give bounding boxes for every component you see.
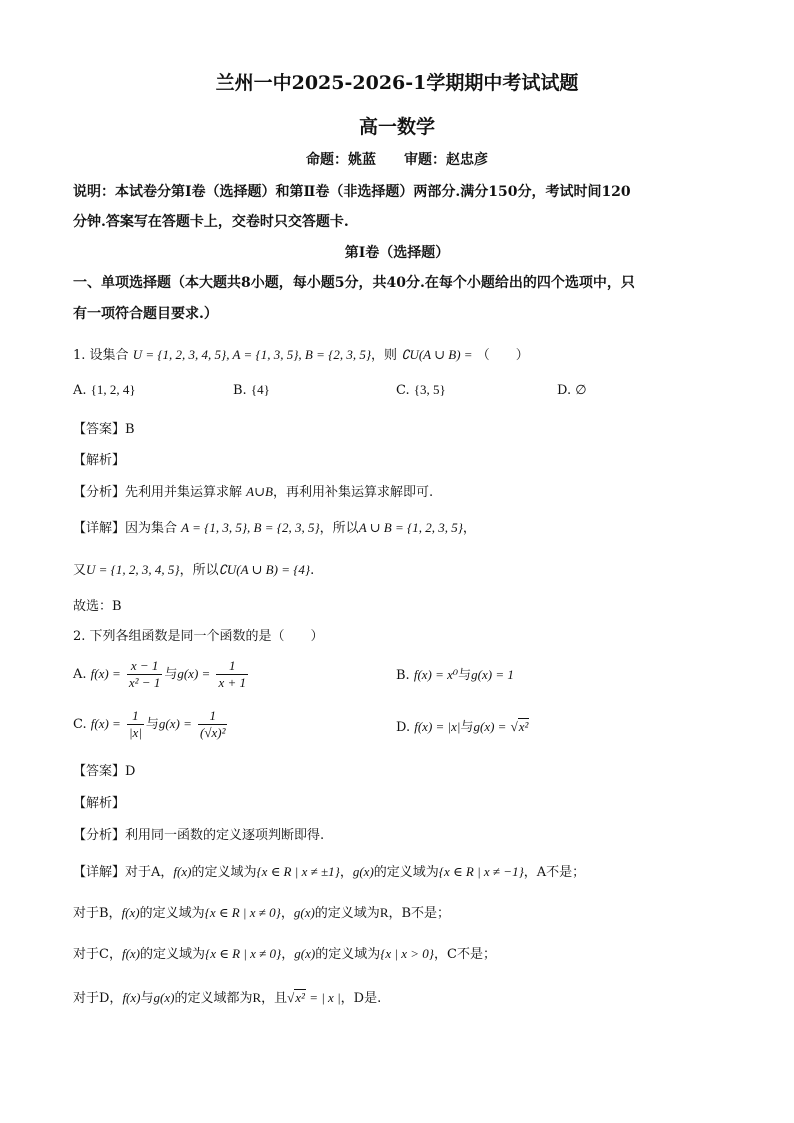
q2-line-b-text-3: ， <box>280 906 294 921</box>
intro-line-1: 说明：本试卷分第Ⅰ卷（选择题）和第Ⅱ卷（非选择题）两部分.满分150分，考试时间120 <box>73 184 631 200</box>
q1-choose: 故选：B <box>73 599 122 614</box>
section-title: 第Ⅰ卷（选择题） <box>344 245 450 261</box>
q2-option-b-g: g(x) = 1 <box>471 667 514 682</box>
q1-set-b: , B = {2, 3, 5} <box>298 347 372 362</box>
q2-line-a-domain-1: {x ∈ R | x ≠ ±1} <box>256 864 340 879</box>
q1-option-d-value: ∅ <box>575 382 587 397</box>
q2-option-d-label: D. <box>396 720 411 735</box>
exam-title: 兰州一中2025-2026-1学期期中考试试题 <box>215 72 579 94</box>
q2-line-b-text-2: 的定义域为 <box>139 906 205 921</box>
q1-option-d <box>557 382 587 398</box>
q2-line-b-g: g(x) <box>293 905 315 920</box>
q2-line-d-sqrt: √x² <box>287 990 305 1005</box>
q1-detail-text-c: ， <box>462 521 476 536</box>
q2-option-a-den-1: x² − 1 <box>128 675 161 690</box>
q2-line-d-sqrt-arg: x² <box>295 990 305 1005</box>
q2-line-a-f: f(x) <box>173 864 192 879</box>
q2-option-b-with: 与 <box>458 668 472 683</box>
q2-line-c-text-1: 对于C， <box>73 947 122 962</box>
q2-option-c-den-2: (√x)² <box>200 725 226 740</box>
q1-detail2-expr-2: ∁U(A ∪ B) = {4} <box>218 562 311 577</box>
q1-answer <box>73 420 135 440</box>
q1-then: ，则 <box>371 348 398 363</box>
q1-detail-text-a: 因为集合 <box>125 521 178 536</box>
q1-option-c-label: C. <box>396 383 410 398</box>
q2-line-a-domain-2: {x ∈ R | x ≠ −1} <box>438 864 524 879</box>
q2-line-b-text-4: 的定义域为 <box>314 906 380 921</box>
q2-answer <box>73 762 135 782</box>
q2-line-c-text-4: 的定义域为 <box>315 947 381 962</box>
q2-line-d-text-2: 与 <box>140 991 154 1006</box>
q1-fenxi-expr: A∪B <box>246 484 273 499</box>
intro-line-2: 分钟.答案写在答题卡上，交卷时只交答题卡. <box>73 214 349 230</box>
q1-option-b-label: B. <box>233 383 247 398</box>
q2-stem: 2. 下列各组函数是同一个函数的是（ ） <box>73 629 324 644</box>
q2-line-a-text-5: ，A不是； <box>523 865 586 880</box>
q2-detail-line-a <box>73 862 585 883</box>
q2-option-c-label: C. <box>73 717 87 732</box>
q2-option-b <box>396 664 514 683</box>
q2-line-a-text-2: 的定义域为 <box>191 865 257 880</box>
q1-option-d-label: D. <box>557 383 572 398</box>
q2-option-a-with: 与 <box>164 667 178 682</box>
q2-line-d-r: R <box>252 990 262 1005</box>
q2-option-d-g: g(x) = <box>473 719 507 734</box>
q1-detail2-text-b: ，所以 <box>179 563 219 578</box>
q2-line-c-f: f(x) <box>121 946 140 961</box>
q2-line-d-f: f(x) <box>122 990 141 1005</box>
q2-analysis-label: 【解析】 <box>73 796 126 811</box>
q1-detail-line-2 <box>73 560 314 581</box>
q1-fenxi-label: 【分析】 <box>73 485 126 500</box>
q1-option-a <box>73 382 136 398</box>
q2-option-d-with: 与 <box>460 720 474 735</box>
q1-stem <box>73 345 529 366</box>
q1-option-c <box>396 382 446 398</box>
q2-fenxi <box>73 826 324 846</box>
q1-fenxi <box>73 482 433 503</box>
q2-fenxi-text: 利用同一函数的定义逐项判断即得. <box>125 828 325 843</box>
q2-line-d-text-5: ，D是. <box>340 991 382 1006</box>
q2-option-c-num-1: 1 <box>127 708 144 725</box>
q1-detail-label: 【详解】 <box>73 521 126 536</box>
q2-option-d-sqrt-arg: x² <box>518 719 529 734</box>
q2-line-d-text-3: 的定义域都为 <box>174 991 253 1006</box>
q2-line-d-text-4: ，且 <box>261 991 288 1006</box>
q2-line-c-text-3: ， <box>281 947 295 962</box>
q2-line-d-eq: = | x | <box>305 990 341 1005</box>
q1-expr: ∁U(A ∪ B) = <box>401 347 473 362</box>
q2-line-b-text-5: ，B不是； <box>388 906 451 921</box>
q2-option-a-num-2: 1 <box>216 658 248 675</box>
q2-option-d-f: f(x) = |x| <box>414 719 461 734</box>
q2-detail-line-b <box>73 903 450 924</box>
q1-blank: （ ） <box>476 348 529 363</box>
q2-detail-label: 【详解】 <box>73 865 126 880</box>
q2-detail-line-d <box>73 988 381 1009</box>
q2-option-c-f: f(x) = <box>90 716 121 731</box>
q2-option-a-f: f(x) = <box>90 666 121 681</box>
q1-fenxi-text-b: ，再利用补集运算求解即可. <box>272 485 434 500</box>
q1-set-a: , A = {1, 3, 5} <box>226 347 299 362</box>
q2-line-d-g: g(x) <box>153 990 175 1005</box>
q2-answer-value: D <box>125 764 136 779</box>
q2-option-b-label: B. <box>396 668 410 683</box>
q2-option-d <box>396 716 529 735</box>
part1-line-2: 有一项符合题目要求.） <box>73 306 218 322</box>
q2-option-a-fraction-2 <box>216 658 248 691</box>
q2-option-a-fraction-1 <box>127 658 162 691</box>
q1-option-a-value: {1, 2, 4} <box>90 382 136 397</box>
q1-detail2-text-c: . <box>310 563 315 578</box>
exam-subtitle: 高一数学 <box>358 116 435 138</box>
exam-authors: 命题：姚蓝 审题：赵忠彦 <box>306 152 488 168</box>
q1-option-c-value: {3, 5} <box>413 382 446 397</box>
q1-prefix: 1. 设集合 <box>73 348 129 363</box>
q2-detail-line-c <box>73 944 496 965</box>
q2-line-c-domain-1: {x ∈ R | x ≠ 0} <box>205 946 282 961</box>
q2-line-c-text-5: ，C不是； <box>434 947 496 962</box>
q1-detail-line-1 <box>73 518 476 539</box>
q1-fenxi-text-a: 先利用并集运算求解 <box>125 485 243 500</box>
q1-detail-text-b: ，所以 <box>319 521 359 536</box>
q2-fenxi-label: 【分析】 <box>73 828 126 843</box>
q1-option-a-label: A. <box>73 383 87 398</box>
q2-line-c-text-2: 的定义域为 <box>140 947 206 962</box>
q2-option-a-g: g(x) = <box>177 666 211 681</box>
q1-detail2-expr-1: U = {1, 2, 3, 4, 5} <box>86 562 180 577</box>
q2-line-b-domain-1: {x ∈ R | x ≠ 0} <box>204 905 281 920</box>
q2-line-a-text-3: ， <box>339 865 353 880</box>
q2-line-c-g: g(x) <box>294 946 316 961</box>
q2-option-c-with: 与 <box>145 717 159 732</box>
q2-line-b-f: f(x) <box>121 905 140 920</box>
q2-option-d-sqrt: √x² <box>510 719 529 734</box>
q2-option-c-num-2: 1 <box>198 708 227 725</box>
q2-line-c-domain-2: {x | x > 0} <box>380 946 434 961</box>
q2-option-a-num-1: x − 1 <box>127 658 162 675</box>
q2-option-a-label: A. <box>73 667 87 682</box>
q2-line-b-domain-2: R <box>379 905 389 920</box>
q1-detail2-text-a: 又 <box>73 563 87 578</box>
q1-answer-label: 【答案】 <box>73 422 126 437</box>
q2-option-c-g: g(x) = <box>158 716 192 731</box>
q2-line-a-text-4: 的定义域为 <box>373 865 439 880</box>
q1-option-b <box>233 382 270 398</box>
q1-analysis-label: 【解析】 <box>73 453 126 468</box>
q2-line-a-g: g(x) <box>352 864 374 879</box>
q1-option-b-value: {4} <box>250 382 270 397</box>
q2-option-c-den-1: |x| <box>128 725 142 740</box>
q1-detail-expr-2: A ∪ B = {1, 2, 3, 5} <box>358 520 463 535</box>
q2-option-b-f: f(x) = x⁰ <box>413 667 459 682</box>
q2-option-a-den-2: x + 1 <box>218 675 246 690</box>
q2-option-c-fraction-1 <box>127 708 144 741</box>
q2-line-d-text-1: 对于D， <box>73 991 123 1006</box>
q2-option-a <box>73 656 250 693</box>
q2-option-c <box>73 706 229 743</box>
q1-answer-value: B <box>125 422 135 437</box>
part1-line-1: 一、单项选择题（本大题共8小题，每小题5分，共40分.在每个小题给出的四个选项中，只 <box>73 275 635 291</box>
q1-set-u: U = {1, 2, 3, 4, 5} <box>132 347 227 362</box>
q2-answer-label: 【答案】 <box>73 764 126 779</box>
q2-line-b-text-1: 对于B， <box>73 906 122 921</box>
q1-detail-expr-1: A = {1, 3, 5}, B = {2, 3, 5} <box>181 520 320 535</box>
q2-line-a-text-1: 对于A， <box>125 865 174 880</box>
q2-option-c-fraction-2 <box>198 708 227 741</box>
